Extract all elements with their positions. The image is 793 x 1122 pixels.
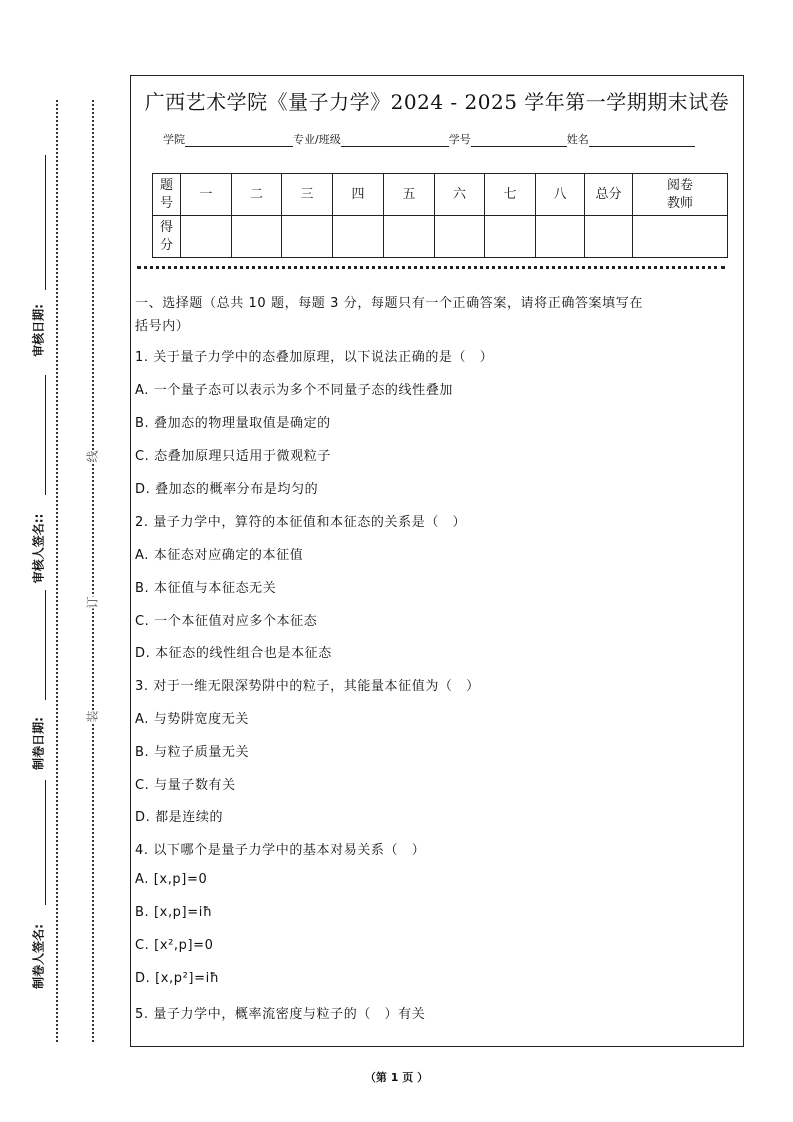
score-table bbox=[152, 173, 728, 258]
name-field[interactable] bbox=[589, 134, 695, 147]
answer-option: B. 叠加态的物理量取值是确定的 bbox=[135, 416, 331, 431]
score-cell[interactable] bbox=[282, 216, 333, 258]
page-number: （第 1 页 ） bbox=[364, 1071, 429, 1084]
question-text: 5. 量子力学中，概率流密度与粒子的（ ）有关 bbox=[135, 1007, 426, 1022]
binding-dotted-line-outer bbox=[56, 100, 58, 1042]
answer-option: D. 都是连续的 bbox=[135, 810, 224, 825]
score-cell[interactable] bbox=[585, 216, 633, 258]
column-header: 一 bbox=[181, 174, 232, 216]
answer-option: A. 与势阱宽度无关 bbox=[135, 712, 249, 727]
student-id-label: 学号 bbox=[448, 133, 471, 146]
answer-option: D. 本征态的线性组合也是本征态 bbox=[135, 646, 332, 661]
answer-option: B. 与粒子质量无关 bbox=[135, 745, 250, 760]
answer-option: A. 一个量子态可以表示为多个不同量子态的线性叠加 bbox=[135, 383, 453, 398]
answer-option: A. 本征态对应确定的本征值 bbox=[135, 548, 304, 563]
section-heading: 一、选择题（总共 10 题，每题 3 分，每题只有一个正确答案，请将正确答案填写在 bbox=[135, 296, 643, 311]
section-divider bbox=[137, 266, 725, 269]
column-header: 三 bbox=[282, 174, 333, 216]
question-text: 1. 关于量子力学中的态叠加原理，以下说法正确的是（ ） bbox=[135, 350, 494, 365]
signature-underline bbox=[45, 375, 46, 495]
answer-option: B. [x,p]=iħ bbox=[135, 905, 213, 920]
grader-header: 阅卷教师 bbox=[633, 174, 728, 216]
column-header: 四 bbox=[333, 174, 384, 216]
answer-option: C. [x²,p]=0 bbox=[135, 938, 214, 953]
score-cell[interactable] bbox=[384, 216, 435, 258]
binding-mark-line: 线 bbox=[85, 450, 100, 463]
college-label: 学院 bbox=[163, 133, 185, 146]
paper-date-label: 制卷日期: bbox=[31, 717, 46, 770]
score-row-header: 得分 bbox=[153, 216, 181, 258]
binding-dotted-line-inner bbox=[92, 100, 94, 1042]
question-text: 2. 量子力学中，算符的本征值和本征态的关系是（ ） bbox=[135, 515, 467, 530]
answer-option: C. 与量子数有关 bbox=[135, 778, 236, 793]
question-number-header: 题号 bbox=[153, 174, 181, 216]
column-header: 七 bbox=[485, 174, 536, 216]
name-label: 姓名 bbox=[566, 133, 589, 146]
page-title: 广西艺术学院《量子力学》2024 - 2025 学年第一学期期末试卷 bbox=[144, 90, 730, 114]
score-cell[interactable] bbox=[536, 216, 585, 258]
score-cell[interactable] bbox=[232, 216, 282, 258]
score-cell[interactable] bbox=[181, 216, 232, 258]
total-score-header: 总分 bbox=[585, 174, 633, 216]
score-cell[interactable] bbox=[435, 216, 485, 258]
college-field[interactable] bbox=[185, 134, 293, 147]
student-info-row bbox=[163, 131, 695, 147]
score-cell[interactable] bbox=[333, 216, 384, 258]
answer-option: D. 叠加态的概率分布是均匀的 bbox=[135, 482, 319, 497]
major-class-label: 专业/班级 bbox=[293, 133, 341, 146]
column-header: 二 bbox=[232, 174, 282, 216]
column-header: 六 bbox=[435, 174, 485, 216]
answer-option: C. 态叠加原理只适用于微观粒子 bbox=[135, 449, 331, 464]
reviewer-signature-label: 审核人签名:: bbox=[31, 513, 46, 584]
signature-underline bbox=[45, 590, 46, 700]
question-text: 3. 对于一维无限深势阱中的粒子，其能量本征值为（ ） bbox=[135, 679, 480, 694]
major-class-field[interactable] bbox=[341, 134, 449, 147]
binding-mark-staple: 订 bbox=[85, 596, 100, 609]
binding-mark-bind: 装 bbox=[85, 710, 100, 723]
answer-option: C. 一个本征值对应多个本征态 bbox=[135, 614, 318, 629]
signature-underline bbox=[45, 780, 46, 905]
section-heading: 括号内） bbox=[135, 319, 190, 334]
column-header: 八 bbox=[536, 174, 585, 216]
score-cell[interactable] bbox=[485, 216, 536, 258]
signature-underline bbox=[45, 155, 46, 290]
paper-maker-signature-label: 制卷人签名: bbox=[31, 924, 46, 989]
answer-option: D. [x,p²]=iħ bbox=[135, 971, 220, 986]
question-text: 4. 以下哪个是量子力学中的基本对易关系（ ） bbox=[135, 843, 426, 858]
student-id-field[interactable] bbox=[471, 134, 567, 147]
answer-option: B. 本征值与本征态无关 bbox=[135, 581, 277, 596]
answer-option: A. [x,p]=0 bbox=[135, 872, 208, 887]
review-date-label: 审核日期: bbox=[31, 304, 46, 357]
score-cell[interactable] bbox=[633, 216, 728, 258]
column-header: 五 bbox=[384, 174, 435, 216]
